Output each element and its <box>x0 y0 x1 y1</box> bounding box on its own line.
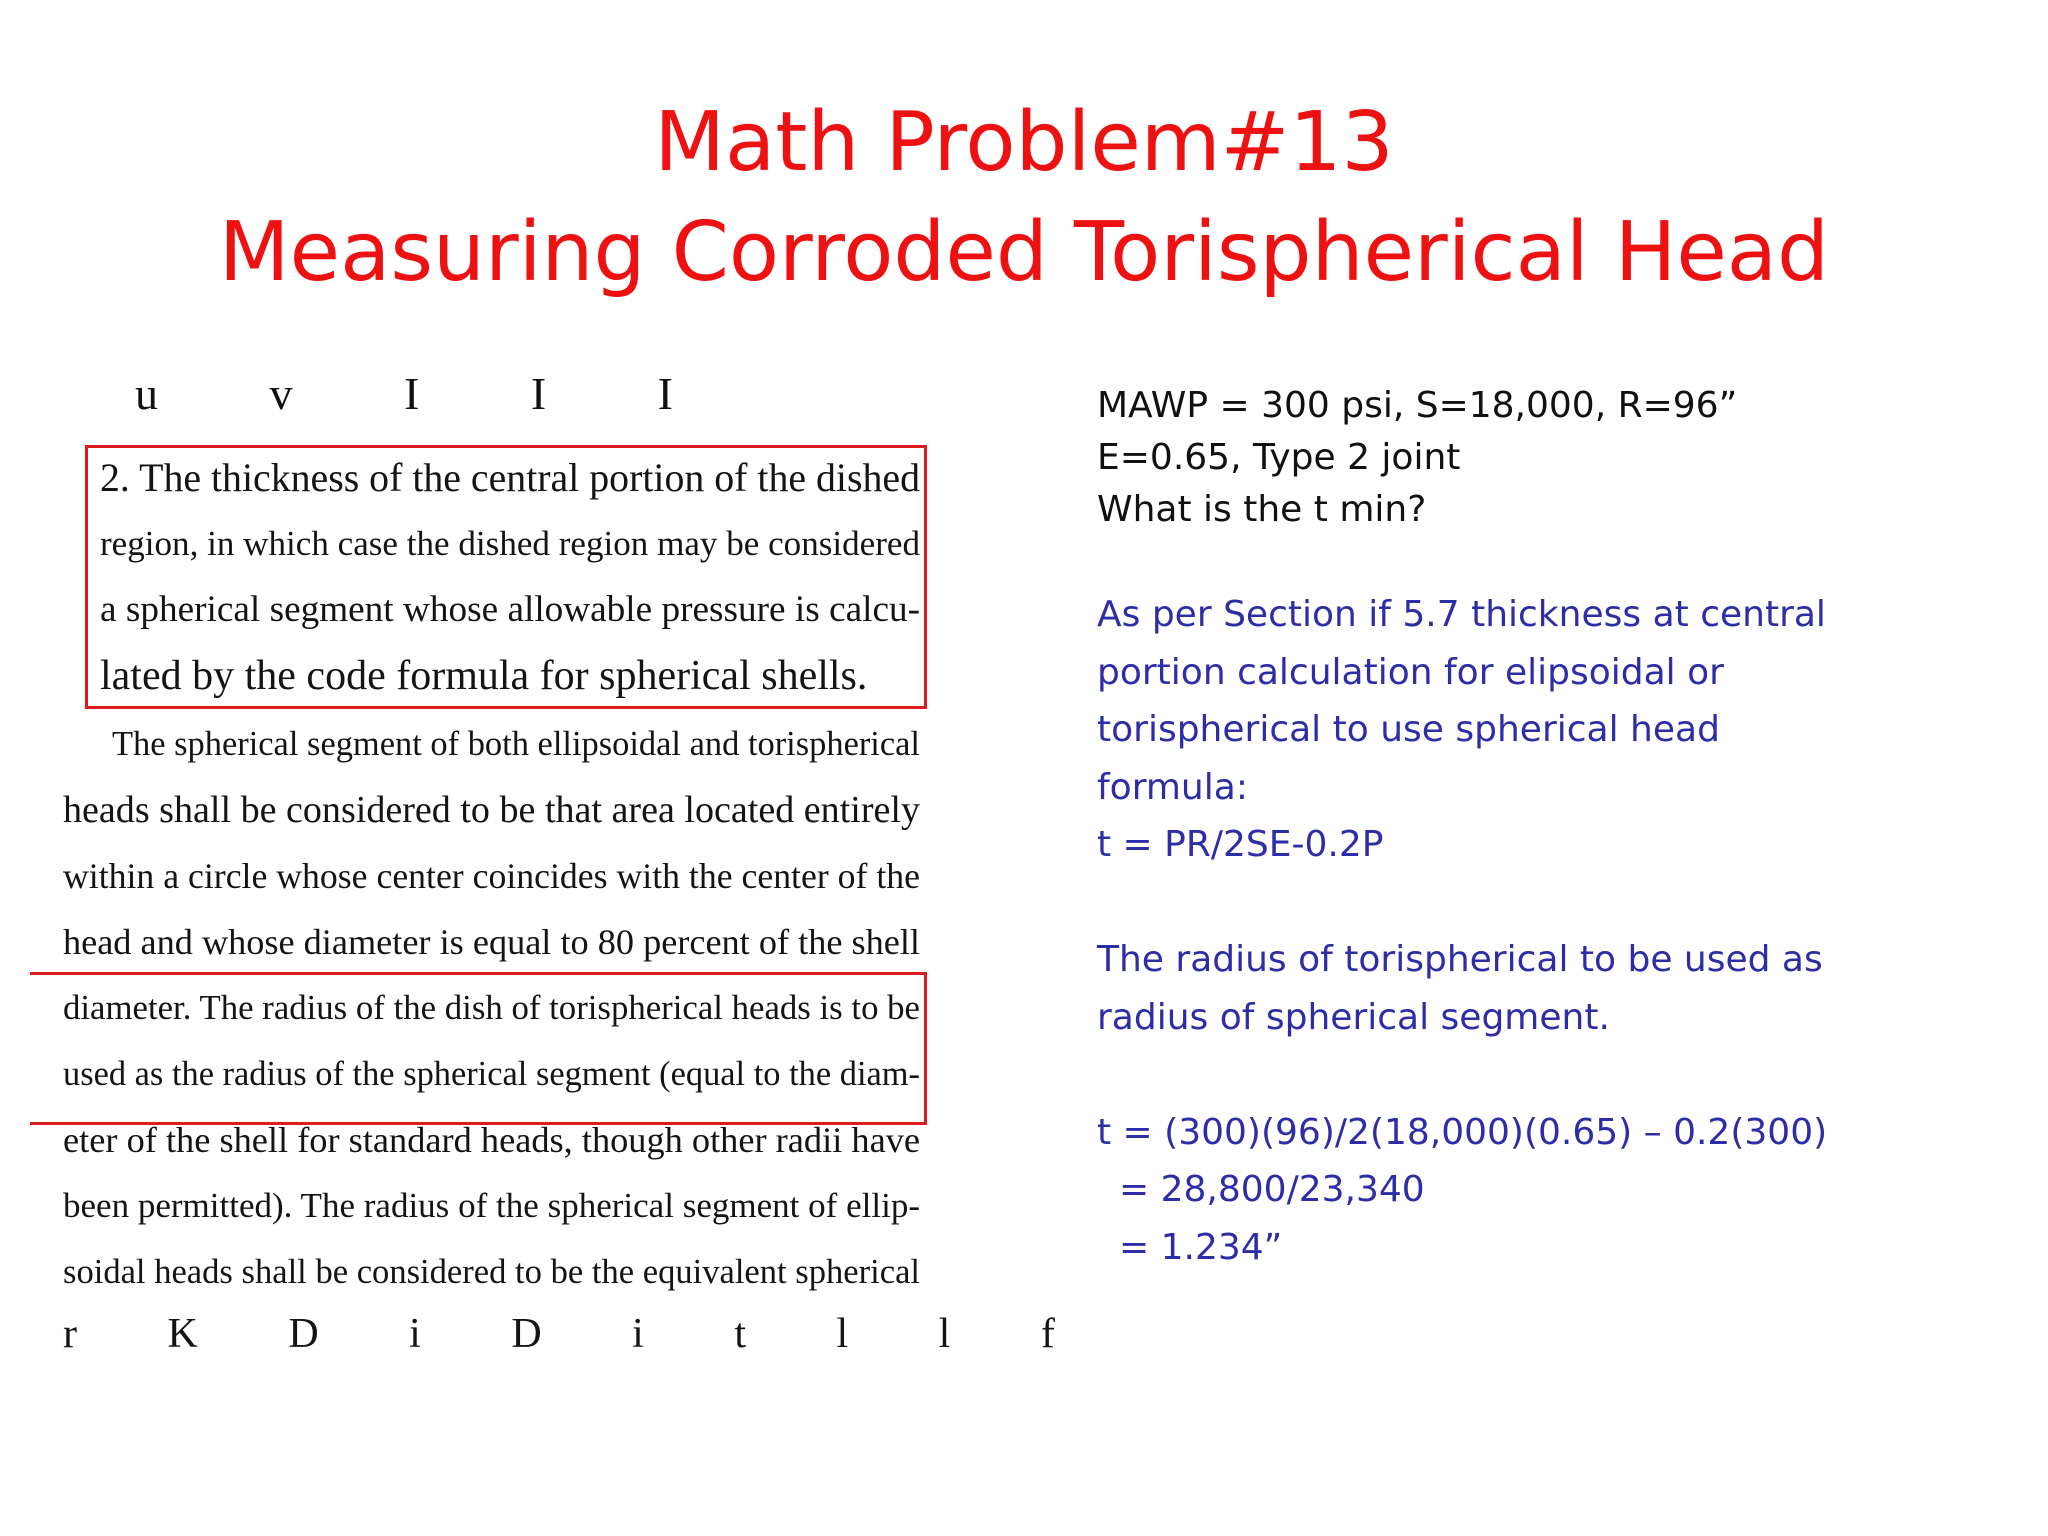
excerpt-line: head and whose diameter is equal to 80 percent of the shell <box>63 922 920 962</box>
highlight-box-dish-radius <box>30 972 927 1125</box>
explanation-line: The radius of torispherical to be used as <box>1097 939 1823 980</box>
solution-panel <box>1097 380 1997 1276</box>
excerpt-line: used as the radius of the spherical segment (equal to the diam- <box>63 1055 920 1093</box>
given-line-2: E=0.65, Type 2 joint <box>1097 437 1461 478</box>
slide-title <box>0 88 2048 308</box>
given-line-1: MAWP = 300 psi, S=18,000, R=96” <box>1097 385 1738 426</box>
excerpt-line: The spherical segment of both ellipsoidal and torispherical <box>112 725 920 763</box>
explanation-line: radius of spherical segment. <box>1097 996 1610 1038</box>
calculation-result: = 1.234” <box>1119 1226 1283 1268</box>
excerpt-line: 2. The thickness of the central portion of the dished <box>100 456 920 500</box>
excerpt-line: been permitted). The radius of the spherical segment of ellip- <box>63 1186 920 1225</box>
excerpt-line: diameter. The radius of the dish of torispherical heads is to be <box>63 988 920 1027</box>
calculation-line: t = (300)(96)/2(18,000)(0.65) – 0.2(300) <box>1097 1111 1828 1153</box>
code-excerpt-image <box>30 368 1095 1357</box>
excerpt-line: heads shall be considered to be that area located entirely <box>63 789 920 831</box>
excerpt-line: a spherical segment whose allowable pressure is calcu- <box>100 589 920 630</box>
excerpt-cut-top: u v I I I <box>135 368 723 419</box>
highlight-box-central-portion <box>85 445 927 709</box>
excerpt-line: lated by the code formula for spherical shells. <box>100 653 868 699</box>
excerpt-line: eter of the shell for standard heads, though other radii have <box>63 1120 920 1160</box>
given-line-3: What is the t min? <box>1097 489 1427 530</box>
excerpt-line: region, in which case the dished region may be considered <box>100 524 920 563</box>
explanation-line: As per Section if 5.7 thickness at central <box>1097 594 1826 635</box>
formula-line: t = PR/2SE-0.2P <box>1097 824 1384 865</box>
given-values <box>1097 380 1997 536</box>
explanation-line: portion calculation for elipsoidal or <box>1097 651 1724 693</box>
explanation-line: formula: <box>1097 766 1248 808</box>
excerpt-cut-bottom: r K D i D i t l l f <box>63 1311 1095 1357</box>
calculation <box>1097 1104 1997 1277</box>
title-line-2: Measuring Corroded Torispherical Head <box>218 205 1830 300</box>
title-line-1: Math Problem#13 <box>654 95 1394 190</box>
explanation-paragraph-1 <box>1097 586 1997 874</box>
excerpt-line: within a circle whose center coincides with the center of the <box>63 856 920 896</box>
calculation-line: = 28,800/23,340 <box>1119 1169 1425 1210</box>
explanation-line: torispherical to use spherical head <box>1097 709 1720 750</box>
excerpt-line: soidal heads shall be considered to be the equivalent spherical <box>63 1253 920 1291</box>
explanation-paragraph-2 <box>1097 931 1997 1046</box>
